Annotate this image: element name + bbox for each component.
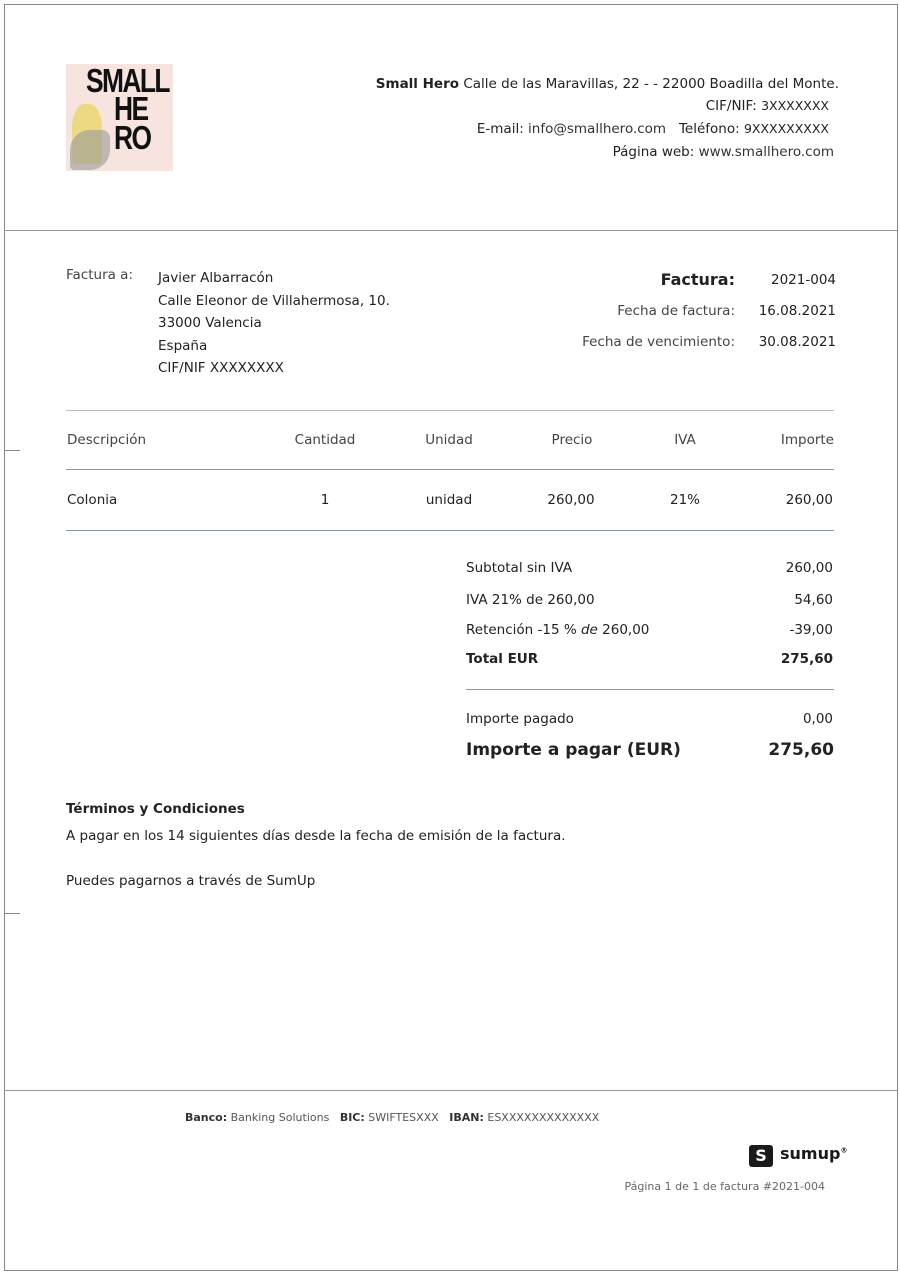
bank-value: Banking Solutions: [230, 1111, 330, 1124]
company-address: Calle de las Maravillas, 22 - - 22000 Boadilla del Monte.: [463, 76, 839, 92]
total-value: 275,60: [780, 651, 833, 667]
header-divider: [4, 230, 897, 231]
table-top-rule: [66, 410, 834, 411]
client-street: Calle Eleonor de Villahermosa, 10.: [158, 292, 390, 309]
iban-value: ESXXXXXXXXXXXXX: [487, 1111, 600, 1124]
company-cif: [706, 98, 829, 114]
client-name: Javier Albarracón: [158, 270, 274, 286]
retention-label: [466, 622, 649, 638]
web-value: www.smallhero.com: [698, 144, 834, 160]
client-address: [158, 267, 390, 380]
company-logo: [66, 64, 173, 171]
web-label: Página web:: [612, 144, 695, 160]
cell-vat: 21%: [669, 492, 700, 508]
subtotal-label: Subtotal sin IVA: [466, 560, 573, 576]
client-country: España: [158, 337, 208, 354]
logo-text-ro: RO: [114, 119, 151, 156]
logo-cape: [70, 130, 110, 170]
logo-text-small: SMALL: [86, 64, 169, 99]
email-value: info@smallhero.com: [528, 121, 667, 137]
terms-sumup: Puedes pagarnos a través de SumUp: [66, 873, 316, 889]
col-price: Precio: [551, 432, 593, 448]
client-cif: CIF/NIF XXXXXXXX: [158, 360, 284, 376]
col-vat: IVA: [674, 432, 696, 448]
sumup-brand: sumup: [780, 1144, 841, 1163]
table-bottom-rule: [66, 530, 834, 531]
retention-value: -39,00: [789, 622, 833, 638]
col-unit: Unidad: [425, 432, 473, 448]
paid-label: Importe pagado: [466, 711, 574, 727]
client-city: 33000 Valencia: [158, 315, 262, 331]
totals-rule: [466, 689, 834, 690]
table-header-rule: [66, 469, 834, 470]
logo-text-he: HE: [114, 90, 148, 127]
company-address-line: [376, 76, 839, 92]
sumup-logo-icon: S: [749, 1145, 773, 1167]
bank-label: Banco:: [185, 1111, 228, 1124]
fold-mark: [4, 450, 20, 451]
retention-label-de: de: [580, 622, 598, 638]
phone-label: Teléfono:: [678, 121, 740, 137]
subtotal-value: 260,00: [785, 560, 833, 576]
retention-label-a: Retención -15 %: [466, 622, 581, 638]
col-amount: Importe: [780, 432, 834, 448]
sumup-wordmark: sumup®: [780, 1144, 848, 1163]
cif-label: CIF/NIF:: [705, 98, 757, 114]
col-description: Descripción: [67, 432, 147, 448]
invoice-number: 2021-004: [771, 272, 836, 288]
cell-unit: unidad: [425, 492, 473, 508]
iban-label: IBAN:: [449, 1111, 484, 1124]
due-date: 30.08.2021: [758, 334, 836, 350]
bic-label: BIC:: [339, 1111, 365, 1124]
invoice-date: 16.08.2021: [758, 303, 836, 319]
page-border: [4, 4, 898, 1271]
phone-value: 9XXXXXXXXX: [743, 121, 829, 136]
footer-divider: [4, 1090, 897, 1091]
bank-details: [185, 1111, 599, 1124]
retention-label-base: 260,00: [597, 622, 650, 638]
vat-label: IVA 21% de 260,00: [466, 592, 595, 608]
cif-value: 3XXXXXXX: [761, 98, 829, 113]
email-label: E-mail:: [476, 121, 524, 137]
bill-to-label: Factura a:: [66, 267, 134, 283]
fold-mark: [4, 913, 20, 914]
bic-value: SWIFTESXXX: [368, 1111, 439, 1124]
company-contact: [477, 121, 829, 137]
total-label: Total EUR: [466, 651, 539, 667]
due-date-label: Fecha de vencimiento:: [582, 334, 735, 350]
invoice-date-label: Fecha de factura:: [617, 303, 735, 319]
terms-payment: A pagar en los 14 siguientes días desde la fecha de emisión de la factura.: [66, 828, 566, 844]
cell-amount: 260,00: [785, 492, 833, 508]
cell-description: Colonia: [67, 492, 118, 508]
col-quantity: Cantidad: [294, 432, 356, 448]
invoice-number-label: Factura:: [660, 270, 735, 289]
company-web: [613, 144, 834, 160]
paid-value: 0,00: [802, 711, 833, 727]
amount-due-label: Importe a pagar (EUR): [466, 740, 681, 760]
cell-price: 260,00: [547, 492, 595, 508]
page-number: Página 1 de 1 de factura #2021-004: [624, 1180, 825, 1193]
cell-quantity: 1: [320, 492, 330, 508]
company-name: Small Hero: [375, 76, 460, 92]
amount-due-value: 275,60: [768, 740, 834, 760]
terms-title: Términos y Condiciones: [66, 801, 245, 817]
vat-value: 54,60: [794, 592, 833, 608]
